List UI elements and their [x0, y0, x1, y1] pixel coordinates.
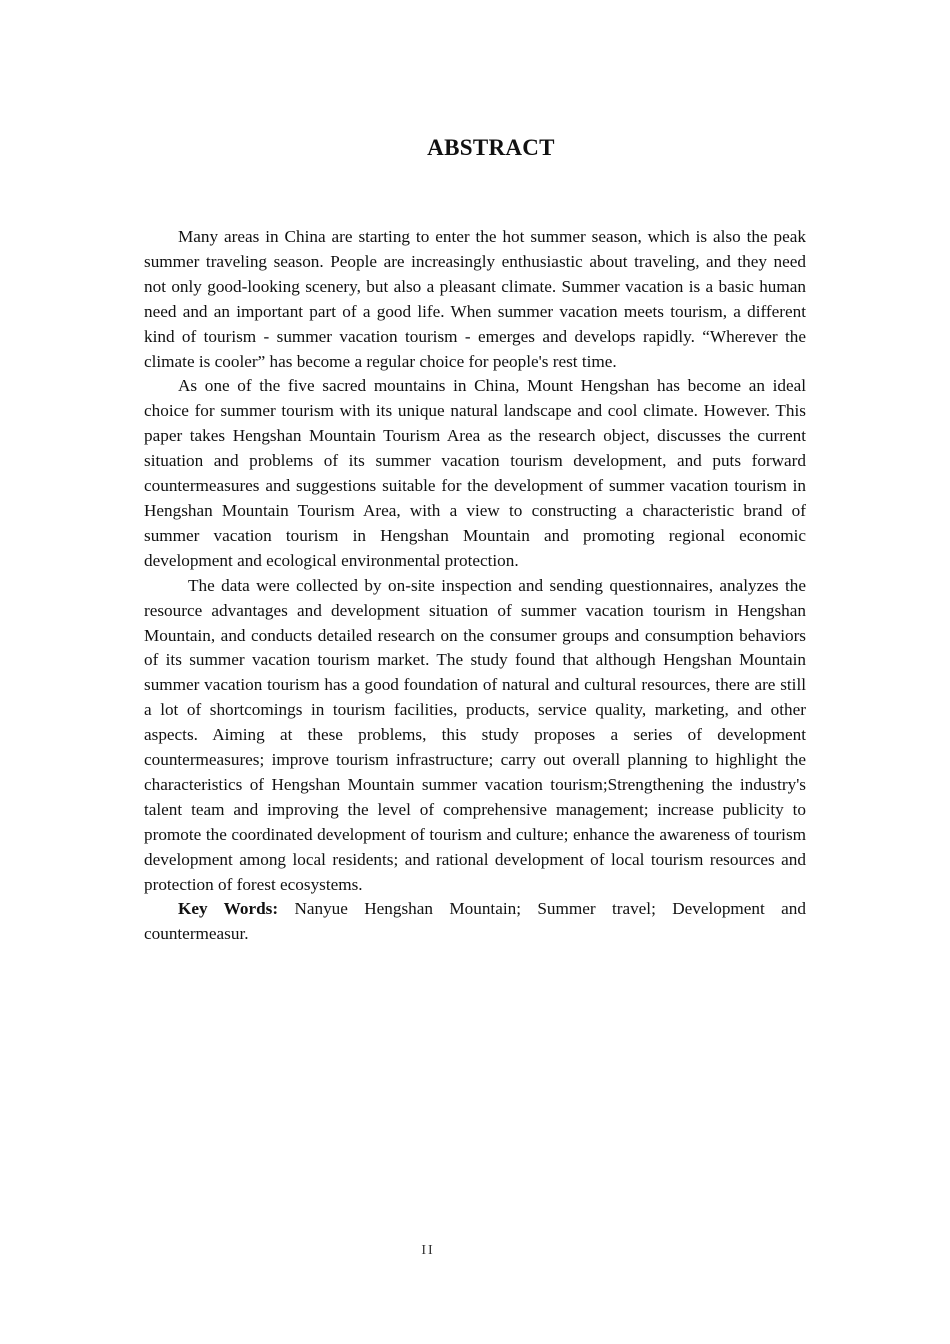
- abstract-paragraph-1: Many areas in China are starting to enter the hot summer season, which is also the peak summer traveling season. People are increasingly enthusiastic about traveling, and they need not only good-looking scenery, but also a pleasant climate. Summer vacation is a basic human need and an important part of a good life. When summer vacation meets tourism, a different kind of tourism - summer vacation tourism - emerges and develops rapidly. “Wherever the climate is cooler” has become a regular choice for people's rest time.: [144, 227, 806, 371]
- page-number: II: [421, 1243, 435, 1258]
- abstract-paragraph-3: The data were collected by on-site inspection and sending questionnaires, analyzes the resource advantages and development situation of summer vacation tourism in Hengshan Mountain, and conducts detailed research on the consumer groups and consumption behaviors of its summer vacation tourism market. The study found that although Hengshan Mountain summer vacation tourism has a good foundation of natural and cultural resources, there are still a lot of shortcomings in tourism facilities, products, service quality, marketing, and other aspects. Aiming at these problems, this study proposes a series of development countermeasures; improve tourism infrastructure; carry out overall planning to highlight the characteristics of Hengshan Mountain summer vacation tourism;Strengthening the industry's talent team and improving the level of comprehensive management; increase publicity to promote the coordinated development of tourism and culture; enhance the awareness of tourism development among local residents; and rational development of local tourism resources and protection of forest ecosystems.: [144, 575, 806, 894]
- keywords-label: Key Words:: [178, 899, 279, 919]
- abstract-title: ABSTRACT: [427, 135, 555, 160]
- keywords-paragraph: [144, 897, 806, 947]
- abstract-body: [144, 225, 806, 947]
- abstract-paragraph-2: As one of the five sacred mountains in China, Mount Hengshan has become an ideal choice for summer tourism with its unique natural landscape and cool climate. However. This paper takes Hengshan Mountain Tourism Area as the research object, discusses the current situation and problems of its summer vacation tourism development, and puts forward countermeasures and suggestions suitable for the development of summer vacation tourism in Hengshan Mountain Tourism Area, with a view to constructing a characteristic brand of summer vacation tourism in Hengshan Mountain and promoting regional economic development and ecological environmental protection.: [144, 376, 806, 570]
- keywords-text: Nanyue Hengshan Mountain; Summer travel; Development and countermeasur.: [144, 899, 806, 944]
